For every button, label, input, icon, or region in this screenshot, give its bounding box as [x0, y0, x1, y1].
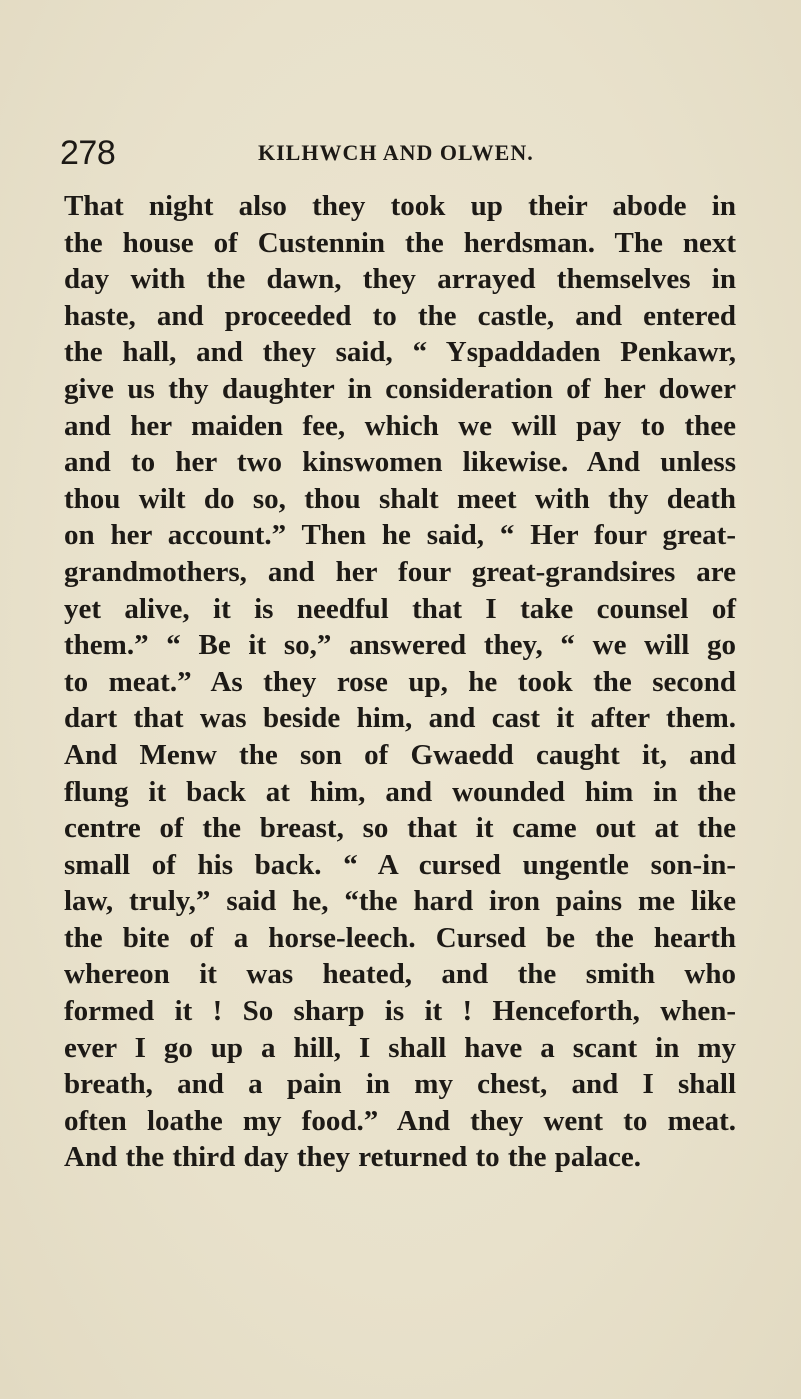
- text-line: formed it ! So sharp is it ! Henceforth, when-: [64, 995, 736, 1028]
- text-line: grandmothers, and her four great-grandsires are: [64, 555, 736, 588]
- text-line: the house of Custennin the herdsman. The next: [64, 226, 736, 259]
- text-line: small of his back. “ A cursed ungentle son-in-: [64, 848, 736, 881]
- text-line: haste, and proceeded to the castle, and entered: [64, 299, 736, 332]
- text-line: yet alive, it is needful that I take counsel of: [64, 592, 736, 625]
- page-number: 278: [60, 134, 116, 172]
- page-header: [0, 130, 801, 176]
- text-line: breath, and a pain in my chest, and I shall: [64, 1068, 736, 1101]
- text-line: the hall, and they said, “ Yspaddaden Penkawr,: [64, 336, 736, 369]
- text-line: and her maiden fee, which we will pay to thee: [64, 409, 736, 442]
- text-line: often loathe my food.” And they went to meat.: [64, 1104, 736, 1137]
- running-head: KILHWCH AND OLWEN.: [258, 140, 534, 165]
- text-line: ever I go up a hill, I shall have a scant in my: [64, 1031, 736, 1064]
- text-line: dart that was beside him, and cast it after them.: [64, 702, 736, 735]
- text-line: flung it back at him, and wounded him in the: [64, 775, 736, 808]
- text-line: thou wilt do so, thou shalt meet with thy death: [64, 482, 736, 515]
- text-line: give us thy daughter in consideration of her dower: [64, 372, 736, 405]
- text-line: the bite of a horse-leech. Cursed be the hearth: [64, 921, 736, 954]
- text-line: whereon it was heated, and the smith who: [64, 958, 736, 991]
- text-line: centre of the breast, so that it came out at the: [64, 812, 736, 845]
- text-line: and to her two kinswomen likewise. And unless: [64, 446, 736, 479]
- text-line: That night also they took up their abode in: [64, 190, 736, 222]
- text-line: to meat.” As they rose up, he took the second: [64, 665, 736, 698]
- text-line: on her account.” Then he said, “ Her four great-: [64, 519, 736, 552]
- text-line: day with the dawn, they arrayed themselves in: [64, 263, 736, 296]
- text-line: them.” “ Be it so,” answered they, “ we will go: [64, 629, 736, 662]
- text-line: And Menw the son of Gwaedd caught it, and: [64, 738, 736, 771]
- body-text: [64, 188, 736, 1176]
- text-line: law, truly,” said he, “the hard iron pains me like: [64, 885, 736, 918]
- text-line: And the third day they returned to the palace.: [64, 1141, 641, 1174]
